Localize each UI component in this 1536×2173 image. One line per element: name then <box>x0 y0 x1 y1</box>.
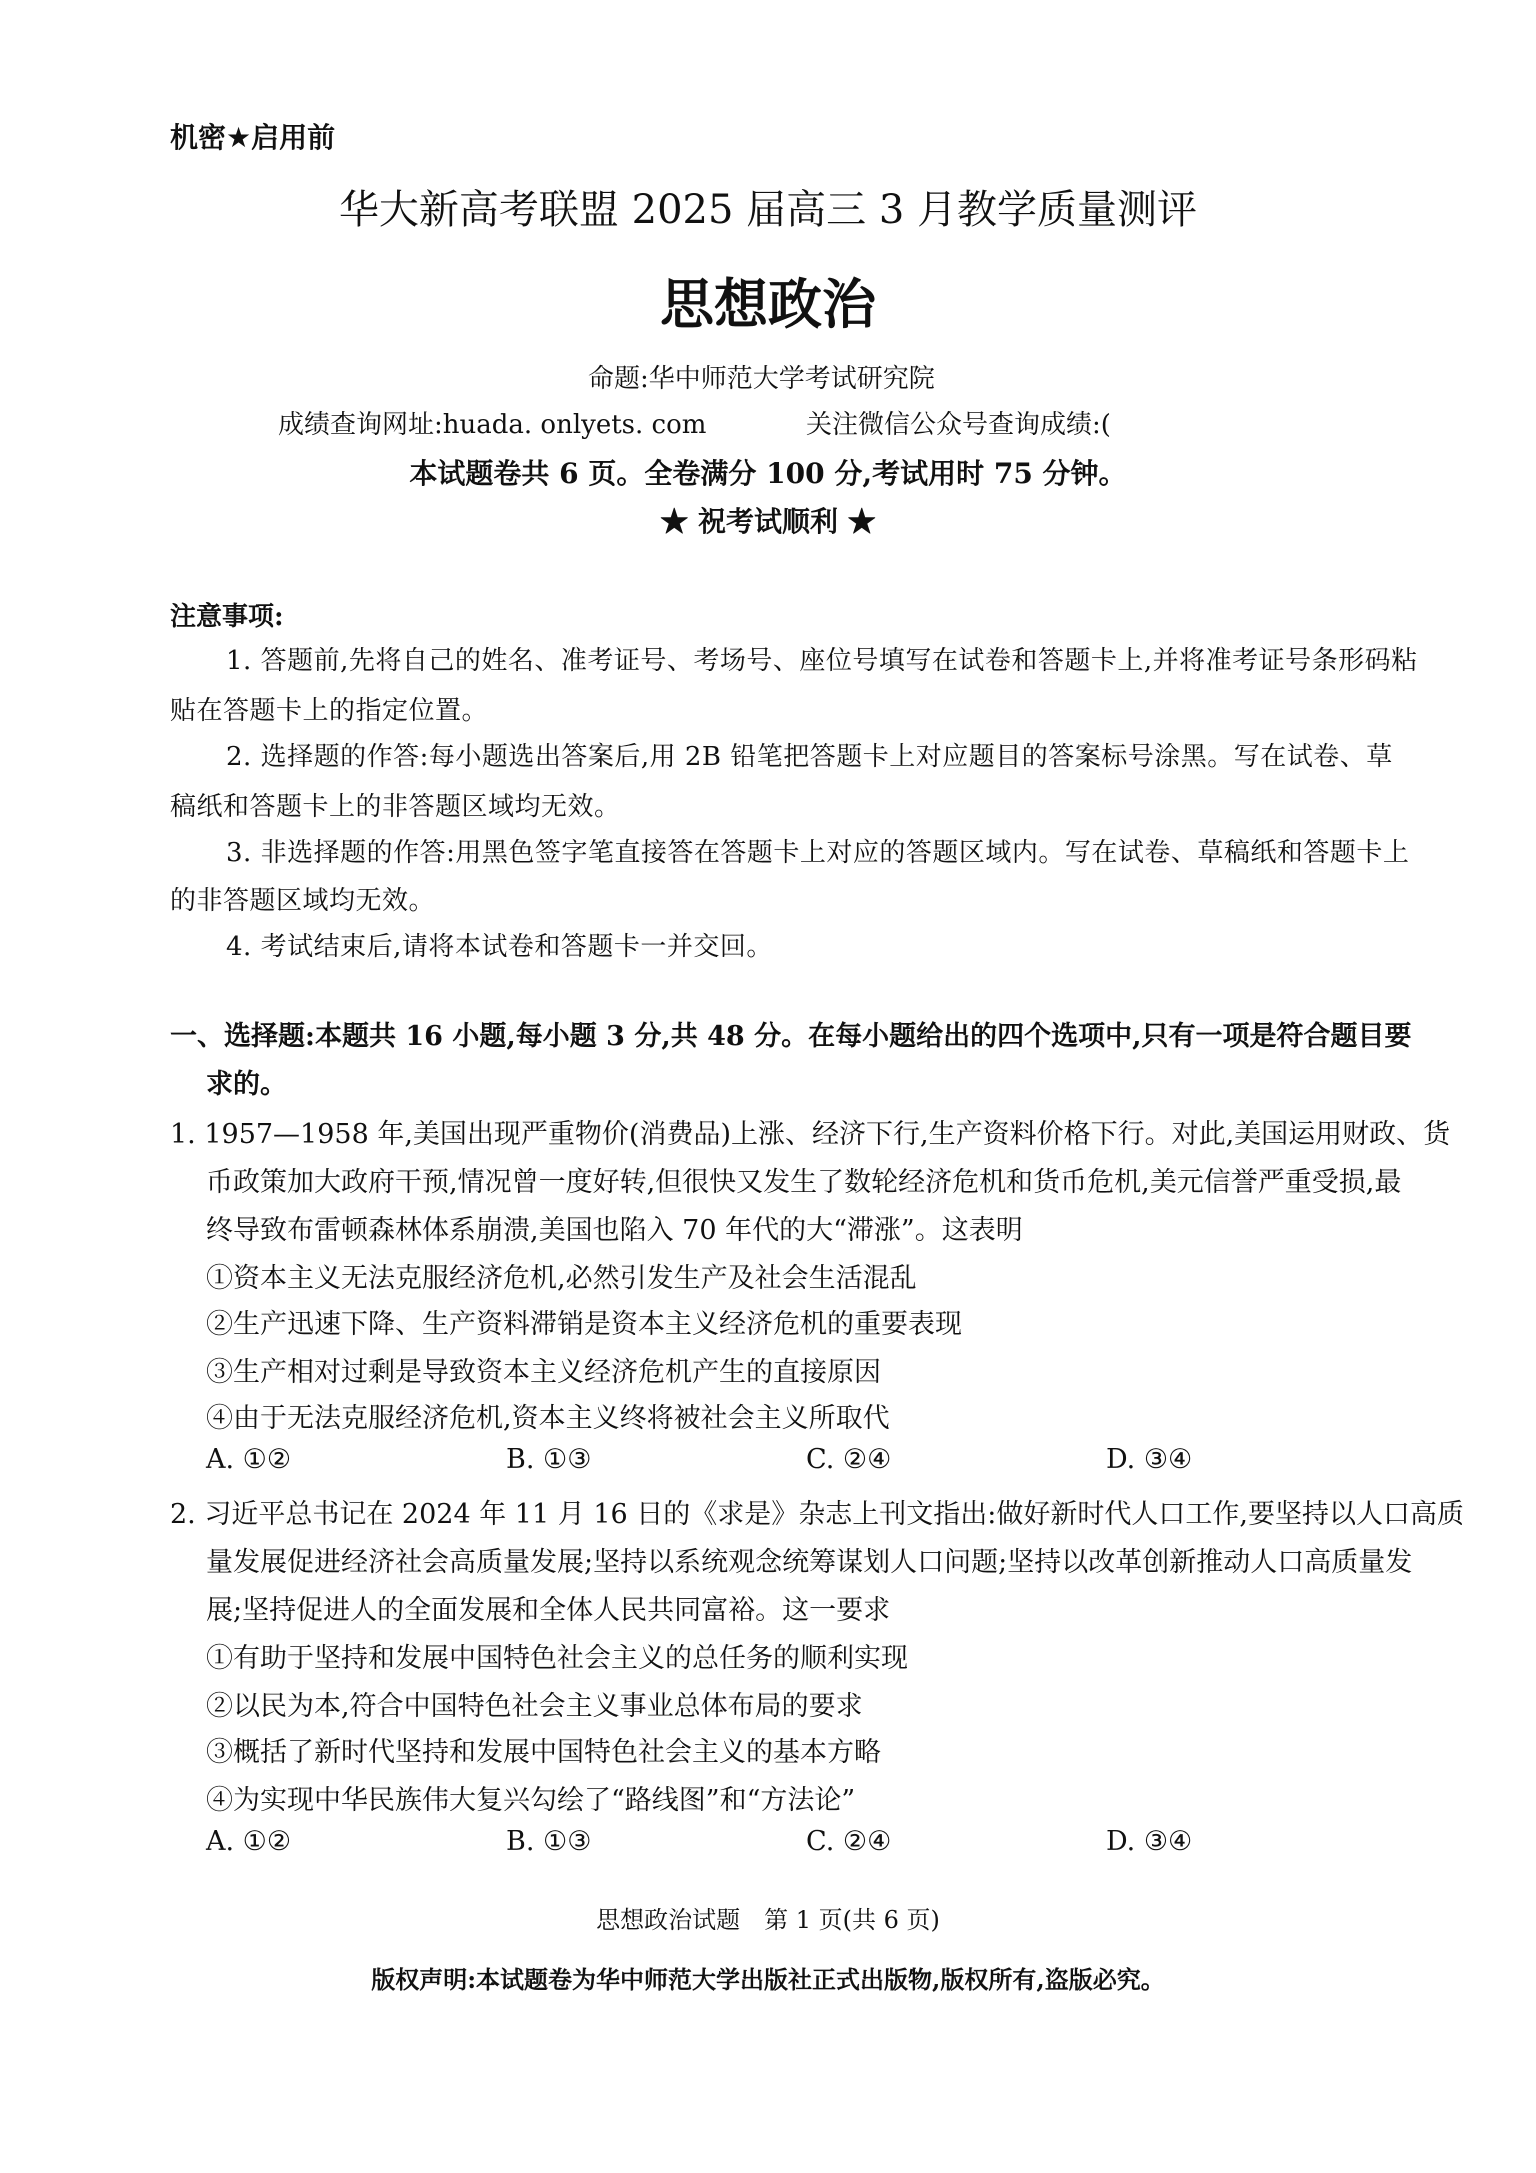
notice-item-2-line-2: 稿纸和答题卡上的非答题区域均无效。 <box>170 792 621 822</box>
notice-item-1-line-2: 贴在答题卡上的指定位置。 <box>170 696 489 726</box>
question-2-stem-line-3: 展;坚持促进人的全面发展和全体人民共同富裕。这一要求 <box>206 1595 891 1626</box>
notice-item-3-line-2: 的非答题区域均无效。 <box>170 886 436 916</box>
notice-item-3-line-1: 3. 非选择题的作答:用黑色签字笔直接答在答题卡上对应的答题区域内。写在试卷、草稿纸和答题卡上 <box>226 838 1410 868</box>
wish-line: ★ 祝考试顺利 ★ <box>660 505 876 538</box>
question-2-option-a: A. ①② <box>206 1826 292 1857</box>
question-2-statement-2: ②以民为本,符合中国特色社会主义事业总体布局的要求 <box>206 1691 863 1722</box>
question-1-statement-4: ④由于无法克服经济危机,资本主义终将被社会主义所取代 <box>206 1403 890 1434</box>
wechat-query-line: 关注微信公众号查询成绩:( <box>806 410 1111 440</box>
question-1-stem-line-2: 币政策加大政府干预,情况曾一度好转,但很快又发生了数轮经济危机和货币危机,美元信誉严重受损,最 <box>206 1167 1402 1198</box>
score-query-line: 成绩查询网址:huada. onlyets. com <box>278 410 707 440</box>
question-1-option-b: B. ①③ <box>506 1444 592 1475</box>
subject-title: 思想政治 <box>660 272 876 336</box>
question-1-option-a: A. ①② <box>206 1444 292 1475</box>
question-2-statement-3: ③概括了新时代坚持和发展中国特色社会主义的基本方略 <box>206 1737 881 1768</box>
page-footer: 思想政治试题 第 1 页(共 6 页) <box>596 1906 940 1934</box>
section-heading-line-2: 求的。 <box>206 1069 287 1100</box>
copyright-notice: 版权声明:本试题卷为华中师范大学出版社正式出版物,版权所有,盗版必究。 <box>371 1965 1165 1994</box>
confidential-label: 机密★启用前 <box>170 121 336 154</box>
question-2-statement-1: ①有助于坚持和发展中国特色社会主义的总任务的顺利实现 <box>206 1643 908 1674</box>
question-2-option-d: D. ③④ <box>1106 1826 1193 1857</box>
question-2-stem-line-2: 量发展促进经济社会高质量发展;坚持以系统观念统筹谋划人口问题;坚持以改革创新推动人口高质量发 <box>206 1547 1413 1578</box>
notice-item-4: 4. 考试结束后,请将本试卷和答题卡一并交回。 <box>226 932 773 962</box>
question-2-stem-line-1: 2. 习近平总书记在 2024 年 11 月 16 日的《求是》杂志上刊文指出:做好新时代人口工作,要坚持以人口高质 <box>170 1499 1464 1530</box>
notice-title: 注意事项: <box>170 602 284 632</box>
question-1-option-c: C. ②④ <box>806 1444 892 1475</box>
question-1-stem-line-1: 1. 1957—1958 年,美国出现严重物价(消费品)上涨、经济下行,生产资料价格下行。对此,美国运用财政、货 <box>170 1119 1451 1150</box>
question-2-option-b: B. ①③ <box>506 1826 592 1857</box>
question-2-statement-4: ④为实现中华民族伟大复兴勾绘了“路线图”和“方法论” <box>206 1785 856 1816</box>
paper-info: 本试题卷共 6 页。全卷满分 100 分,考试用时 75 分钟。 <box>409 457 1127 490</box>
question-1-statement-1: ①资本主义无法克服经济危机,必然引发生产及社会生活混乱 <box>206 1263 917 1294</box>
question-2-option-c: C. ②④ <box>806 1826 892 1857</box>
author-line: 命题:华中师范大学考试研究院 <box>588 364 935 394</box>
notice-item-1-line-1: 1. 答题前,先将自己的姓名、准考证号、考场号、座位号填写在试卷和答题卡上,并将准考证号条形码粘 <box>226 646 1418 676</box>
section-heading-line-1: 一、选择题:本题共 16 小题,每小题 3 分,共 48 分。在每小题给出的四个选项中,只有一项是符合题目要 <box>170 1021 1412 1052</box>
question-1-statement-3: ③生产相对过剩是导致资本主义经济危机产生的直接原因 <box>206 1357 881 1388</box>
exam-title: 华大新高考联盟 2025 届高三 3 月教学质量测评 <box>338 187 1198 233</box>
question-1-option-d: D. ③④ <box>1106 1444 1193 1475</box>
notice-item-2-line-1: 2. 选择题的作答:每小题选出答案后,用 2B 铅笔把答题卡上对应题目的答案标号涂黑。写在试卷、草 <box>226 742 1393 772</box>
question-1-stem-line-3: 终导致布雷顿森林体系崩溃,美国也陷入 70 年代的大“滞涨”。这表明 <box>206 1215 1023 1246</box>
question-1-statement-2: ②生产迅速下降、生产资料滞销是资本主义经济危机的重要表现 <box>206 1309 962 1340</box>
